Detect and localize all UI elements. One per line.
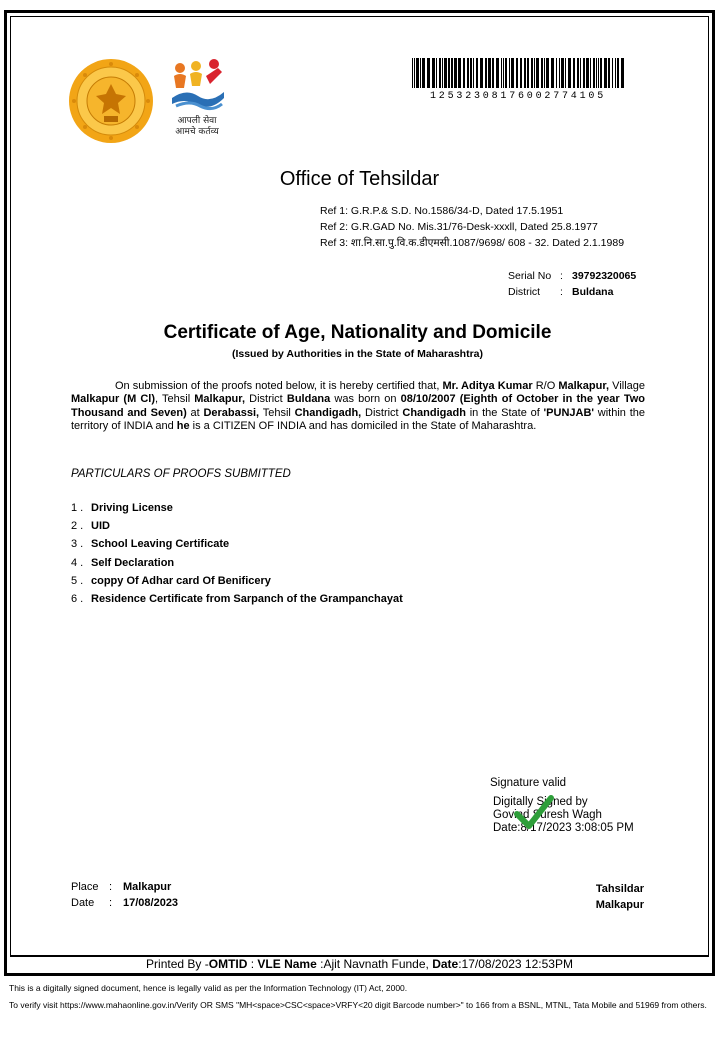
place-date-block: Place : Malkapur Date : 17/08/2023: [71, 881, 179, 909]
birthplace: Derabassi,: [203, 406, 260, 419]
signature-status: Signature valid: [490, 777, 567, 789]
date-value: 17/08/2023: [123, 897, 179, 909]
authority-block: [596, 881, 644, 913]
seva-tagline-1: आपली सेवा: [177, 116, 217, 126]
signature-date: Date:8/17/2023 3:08:05 PM: [493, 822, 634, 834]
aapli-seva-logo: [164, 58, 230, 146]
authority-location: Malkapur: [595, 899, 644, 911]
tehsil: Malkapur,: [194, 393, 246, 406]
barcode-bar: [577, 58, 579, 88]
barcode-bar: [516, 58, 518, 88]
signature-signer: Govind Suresh Wagh: [493, 809, 602, 821]
barcode-bar: [488, 58, 491, 88]
barcode-bar: [561, 58, 564, 88]
checkmark-icon: [513, 794, 555, 832]
barcode-bar: [448, 58, 450, 88]
barcode: [412, 58, 624, 88]
barcode-bar: [551, 58, 554, 88]
list-item: 1 . Driving License: [71, 502, 173, 514]
barcode-bar: [412, 58, 413, 88]
birth-district: Chandigadh: [402, 406, 466, 419]
barcode-number: 12532308176002774105: [429, 91, 607, 102]
district-label: District: [508, 286, 541, 298]
barcode-bar: [463, 58, 465, 88]
barcode-bar: [442, 58, 443, 88]
barcode-bar: [615, 58, 616, 88]
barcode-bar: [598, 58, 599, 88]
barcode-bar: [580, 58, 581, 88]
ref-line: Ref 2: G.R.GAD No. Mis.31/76-Desk-xxxll, Dated 25.8.1977: [320, 221, 598, 233]
barcode-bar: [531, 58, 533, 88]
serial-value: 39792320065: [572, 270, 637, 282]
certificate-subtitle: (Issued by Authorities in the State of Maharashtra): [231, 348, 484, 360]
barcode-bar: [583, 58, 585, 88]
barcode-bar: [604, 58, 607, 88]
birth-tehsil: Chandigadh,: [294, 406, 362, 419]
list-item: 4 . Self Declaration: [71, 556, 175, 569]
barcode-bar: [596, 58, 597, 88]
barcode-bar: [436, 58, 437, 88]
barcode-bar: [511, 58, 514, 88]
barcode-bar: [565, 58, 566, 88]
certificate-title: Certificate of Age, Nationality and Domicile: [163, 322, 552, 343]
pronoun: he: [176, 420, 190, 433]
barcode-bar: [556, 58, 557, 88]
barcode-bar: [559, 58, 560, 88]
barcode-bar: [467, 58, 469, 88]
barcode-bar: [454, 58, 457, 88]
barcode-bar: [458, 58, 461, 88]
list-item: 6 . Residence Certificate from Sarpanch of the Grampanchayat: [71, 593, 403, 606]
references: [320, 203, 624, 251]
list-item: 2 . UID: [71, 520, 110, 533]
barcode-bar: [470, 58, 472, 88]
serial-label: Serial No: [508, 270, 552, 282]
ref-line: Ref 1: G.R.P.& S.D. No.1586/34-D, Dated 17.5.1951: [320, 205, 564, 217]
applicant-name: Mr. Aditya Kumar: [442, 380, 533, 392]
digital-signature-block: [490, 777, 634, 835]
barcode-bar: [534, 58, 535, 88]
barcode-bar: [503, 58, 504, 88]
barcode-bar: [541, 58, 543, 88]
seva-tagline-2: आमचे कर्तव्य: [175, 127, 219, 137]
barcode-bar: [480, 58, 483, 88]
office-title: Office of Tehsildar: [279, 168, 440, 190]
barcode-bar: [439, 58, 441, 88]
barcode-bar: [612, 58, 613, 88]
barcode-bar: [568, 58, 571, 88]
barcode-bar: [546, 58, 549, 88]
barcode-bar: [593, 58, 595, 88]
barcode-bar: [586, 58, 589, 88]
serial-block: Serial No : 39792320065 District : Buldana: [508, 270, 637, 298]
barcode-bar: [621, 58, 624, 88]
barcode-bar: [573, 58, 575, 88]
birth-state: 'PUNJAB': [543, 406, 595, 419]
barcode-bar: [432, 58, 435, 88]
footer-notes: [9, 980, 714, 1014]
ref-line: Ref 3: शा.नि.सा.पु.वि.क.डीएमसी.1087/9698/ 608 - 32. Dated 2.1.1989: [320, 237, 625, 249]
barcode-bar: [451, 58, 453, 88]
footer-legal-note: This is a digitally signed document, hence is legally valid as per the Information Technology (IT) Act, 2000.: [9, 983, 408, 993]
district: Buldana: [286, 393, 331, 406]
list-item: 5 . coppy Of Adhar card Of Benificery: [71, 574, 271, 587]
barcode-bar: [608, 58, 610, 88]
barcode-bar: [414, 58, 415, 88]
barcode-bar: [422, 58, 425, 88]
barcode-bar: [544, 58, 545, 88]
proofs-list: [71, 499, 403, 608]
barcode-bar: [505, 58, 507, 88]
particulars-heading: PARTICULARS OF PROOFS SUBMITTED: [71, 468, 291, 480]
barcode-bar: [520, 58, 522, 88]
divider: [10, 955, 709, 956]
date-of-birth: 08/10/2007 (Eighth of October in the year Two Thousand and Seven): [71, 393, 645, 419]
list-item: 3 . School Leaving Certificate: [71, 538, 230, 551]
barcode-bar: [509, 58, 510, 88]
authority-title: Tahsildar: [595, 883, 644, 895]
barcode-bar: [492, 58, 494, 88]
footer-verify-note: To verify visit https://www.mahaonline.gov.in/Verify OR SMS "MH<space>CSC<space>VRFY<20 digit Barcode number>" to 166 from a BSNL, MTNL, Tata Mobile and 51969 from others.: [9, 1000, 707, 1010]
barcode-bar: [527, 58, 529, 88]
barcode-bar: [420, 58, 421, 88]
barcode-bar: [444, 58, 447, 88]
barcode-bar: [600, 58, 602, 88]
maharashtra-emblem-icon: [68, 58, 154, 144]
place-label: Place: [71, 881, 99, 893]
place-value: Malkapur: [123, 881, 172, 893]
district-value: Buldana: [572, 286, 614, 298]
barcode-bar: [501, 58, 502, 88]
people-hands-icon: [166, 58, 228, 116]
barcode-bar: [416, 58, 419, 88]
barcode-bar: [496, 58, 499, 88]
signature-line-1: Digitally Signed by: [493, 796, 588, 808]
certification-paragraph: On submission of the proofs noted below, it is hereby certified that, Mr. Aditya Kumar R/O Malkapur, Village Malkapur (M Cl), Tehsil Malkapur, District Buldana was born on 08/10/2007 (Eighth of October in the year Two Thousand and Seven) at Derabassi, Tehsil Chandigadh, District Chandigadh in the State of 'PUNJAB' within the territory of INDIA and he is a CITIZEN OF INDIA and has domiciled in the State of Maharashtra.: [71, 380, 646, 433]
resident-of: Malkapur,: [558, 380, 610, 392]
printed-by-line: Printed By -OMTID : VLE Name :Ajit Navnath Funde, Date:17/08/2023 12:53PM: [146, 957, 573, 971]
barcode-bar: [476, 58, 478, 88]
barcode-bar: [590, 58, 591, 88]
barcode-bar: [473, 58, 474, 88]
village: Malkapur (M Cl): [71, 393, 156, 406]
date-label: Date: [71, 897, 95, 909]
barcode-bar: [427, 58, 430, 88]
barcode-bar: [536, 58, 539, 88]
barcode-bar: [485, 58, 487, 88]
barcode-bar: [617, 58, 619, 88]
barcode-bar: [524, 58, 526, 88]
